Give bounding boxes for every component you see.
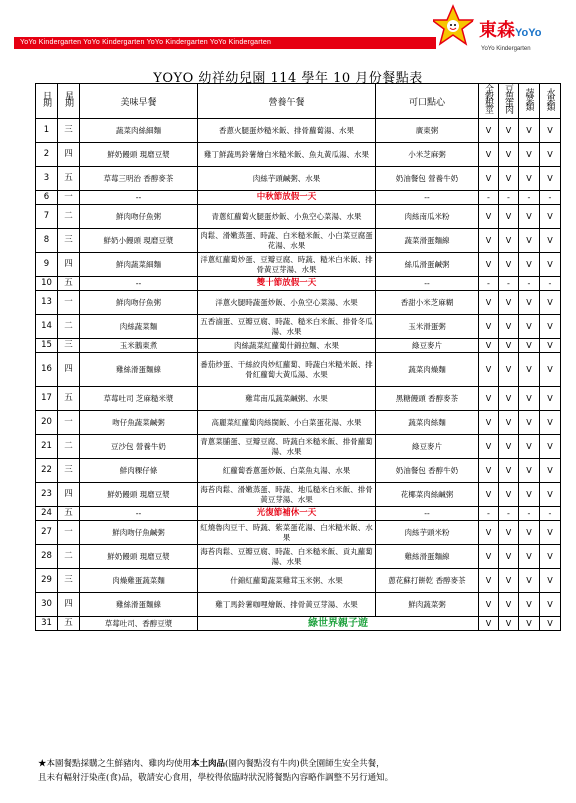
table-row (36, 143, 561, 167)
date-cell: 9 (36, 253, 58, 277)
date-cell: 7 (36, 205, 58, 229)
snack-cell: 花椰菜肉絲鹹粥 (376, 483, 479, 507)
food-group-check: V (540, 387, 561, 411)
weekday-cell: 四 (58, 483, 80, 507)
food-group-check: V (499, 353, 519, 387)
snack-cell: 肉絲芋頭米粉 (376, 521, 479, 545)
snack-cell: 黑糖饅頭 香醇麥茶 (376, 387, 479, 411)
breakfast-cell: 蔬菜肉絲細麵 (80, 119, 198, 143)
lunch-cell: 雞丁鮮蔬馬鈴薯燴白米糙米飯、魚丸黃瓜湯、水果 (198, 143, 376, 167)
food-group-check: V (499, 435, 519, 459)
food-group-check: V (540, 339, 561, 353)
food-group-check: V (499, 593, 519, 617)
food-group-check: V (499, 521, 519, 545)
weekday-cell: 五 (58, 387, 80, 411)
svg-text:YoYo: YoYo (515, 27, 542, 39)
lunch-cell: 肉鬆、滑嫩蒸蛋、時蔬、白米糙米飯、小白菜豆腐蛋花湯、水果 (198, 229, 376, 253)
weekday-cell: 一 (58, 191, 80, 205)
food-group-check: - (479, 277, 499, 291)
food-group-check: V (479, 483, 499, 507)
food-group-check: V (540, 353, 561, 387)
trip-cell: 綠世界親子遊 (198, 617, 479, 631)
lunch-cell: 光復節補休一天 (198, 507, 376, 521)
food-group-check: V (499, 411, 519, 435)
food-group-check: V (540, 229, 561, 253)
lunch-cell: 青蔥紅蘿蔔火腿蛋炒飯、小魚空心菜湯、水果 (198, 205, 376, 229)
table-row (36, 593, 561, 617)
date-cell: 22 (36, 459, 58, 483)
weekday-cell: 四 (58, 593, 80, 617)
footer-line-1: ★本園餐點採購之生鮮豬肉、雞肉均使用本土肉品(園內餐點沒有牛肉)供全園師生安全共餐， (38, 759, 385, 769)
lunch-cell: 什錦紅蘿蔔蔬菜雞茸玉米粥、水果 (198, 569, 376, 593)
date-cell: 6 (36, 191, 58, 205)
date-cell: 21 (36, 435, 58, 459)
food-group-check: V (519, 339, 540, 353)
weekday-cell: 三 (58, 229, 80, 253)
date-cell: 14 (36, 315, 58, 339)
breakfast-cell: 雞絲滑蛋麵線 (80, 353, 198, 387)
food-group-check: V (499, 483, 519, 507)
breakfast-cell: 鮮奶饅頭 現磨豆漿 (80, 143, 198, 167)
lunch-cell: 雙十節放假一天 (198, 277, 376, 291)
table-row (36, 205, 561, 229)
food-group-check: V (540, 569, 561, 593)
date-cell: 8 (36, 229, 58, 253)
food-group-check: V (540, 253, 561, 277)
food-group-check: V (540, 315, 561, 339)
table-row (36, 507, 561, 521)
food-group-check: V (519, 483, 540, 507)
food-group-check: V (540, 617, 561, 631)
lunch-cell: 紅燒魯肉豆干、時蔬、紫菜蛋花湯、白米糙米飯、水果 (198, 521, 376, 545)
snack-cell: 鮮肉蔬菜粥 (376, 593, 479, 617)
food-group-check: V (519, 167, 540, 191)
breakfast-cell: 玉米鵝東煮 (80, 339, 198, 353)
food-group-check: V (479, 291, 499, 315)
header-vegetables: 蔬菜類 (519, 84, 540, 119)
breakfast-cell: 鮮肉吻仔魚鹹粥 (80, 521, 198, 545)
weekday-cell: 三 (58, 459, 80, 483)
weekday-cell: 五 (58, 507, 80, 521)
food-group-check: V (540, 143, 561, 167)
date-cell: 20 (36, 411, 58, 435)
weekday-cell: 三 (58, 119, 80, 143)
lunch-cell: 紅蘿蔔香蔥蛋炒飯、白菜魚丸湯、水果 (198, 459, 376, 483)
lunch-cell: 五香滷蛋、豆瓣豆腐、時蔬、糙米白米飯、排骨冬瓜湯、水果 (198, 315, 376, 339)
snack-cell: 蔬菜肉燥麵 (376, 353, 479, 387)
food-group-check: V (519, 617, 540, 631)
table-header-row (36, 84, 561, 119)
table-row (36, 387, 561, 411)
snack-cell: 奶油餐包 營養牛奶 (376, 167, 479, 191)
snack-cell: 小米芝麻粥 (376, 143, 479, 167)
date-cell: 29 (36, 569, 58, 593)
weekday-cell: 五 (58, 167, 80, 191)
food-group-check: - (519, 507, 540, 521)
snack-cell: 蔥花蘇打餅乾 香醇麥茶 (376, 569, 479, 593)
weekday-cell: 四 (58, 353, 80, 387)
kindergarten-logo (433, 4, 551, 64)
date-cell: 31 (36, 617, 58, 631)
food-group-check: V (540, 119, 561, 143)
food-group-check: V (499, 315, 519, 339)
food-group-check: - (540, 191, 561, 205)
food-group-check: - (499, 191, 519, 205)
header-grains: 全穀根莖 (479, 84, 499, 119)
food-group-check: V (479, 569, 499, 593)
table-row (36, 353, 561, 387)
footer-line-2: 且未有輻射汙染產(食)品，敬請安心食用，學校得依臨時狀況將餐點內容略作調整不另行通知。 (38, 773, 394, 783)
breakfast-cell: 鮮奶小饅頭 現磨豆漿 (80, 229, 198, 253)
food-group-check: V (499, 339, 519, 353)
food-group-check: - (519, 277, 540, 291)
weekday-cell: 五 (58, 617, 80, 631)
table-row (36, 459, 561, 483)
date-cell: 23 (36, 483, 58, 507)
weekday-cell: 五 (58, 277, 80, 291)
snack-cell: 雞絲滑蛋麵線 (376, 545, 479, 569)
food-group-check: - (540, 507, 561, 521)
food-group-check: V (499, 459, 519, 483)
table-row (36, 253, 561, 277)
food-group-check: V (499, 569, 519, 593)
food-group-check: V (479, 387, 499, 411)
food-group-check: V (479, 315, 499, 339)
breakfast-cell: -- (80, 277, 198, 291)
weekday-cell: 四 (58, 143, 80, 167)
header-breakfast: 美味早餐 (80, 84, 198, 119)
food-group-check: V (540, 167, 561, 191)
food-group-check: V (540, 291, 561, 315)
food-group-check: V (499, 167, 519, 191)
food-group-check: V (519, 353, 540, 387)
weekday-cell: 二 (58, 205, 80, 229)
food-group-check: V (479, 253, 499, 277)
svg-text:東森: 東森 (479, 20, 515, 40)
date-cell: 13 (36, 291, 58, 315)
lunch-cell: 中秋節放假一天 (198, 191, 376, 205)
food-group-check: V (519, 119, 540, 143)
date-cell: 16 (36, 353, 58, 387)
snack-cell: 蔬菜肉絲麵 (376, 411, 479, 435)
weekday-cell: 二 (58, 315, 80, 339)
table-row (36, 521, 561, 545)
breakfast-cell: 草莓吐司 芝麻糙米漿 (80, 387, 198, 411)
food-group-check: - (499, 507, 519, 521)
food-group-check: V (479, 119, 499, 143)
table-row (36, 569, 561, 593)
food-group-check: - (540, 277, 561, 291)
lunch-cell: 洋蔥火腿時蔬蛋炒飯、小魚空心菜湯、水果 (198, 291, 376, 315)
food-group-check: V (479, 593, 499, 617)
breakfast-cell: 吻仔魚蔬菜鹹粥 (80, 411, 198, 435)
food-group-check: V (499, 253, 519, 277)
weekday-cell: 四 (58, 253, 80, 277)
lunch-cell: 青蔥菜脯蛋、豆瓣豆腐、時蔬白米糙米飯、排骨蘿蔔湯、水果 (198, 435, 376, 459)
food-group-check: V (479, 459, 499, 483)
snack-cell: 奶油餐包 香醇牛奶 (376, 459, 479, 483)
weekday-cell: 二 (58, 545, 80, 569)
food-group-check: V (499, 205, 519, 229)
breakfast-cell: 豆沙包 營養牛奶 (80, 435, 198, 459)
table-row (36, 191, 561, 205)
lunch-cell: 番茄炒蛋、干絲絞肉炒紅蘿蔔、時蔬白米糙米飯、排骨紅蘿蔔大黃瓜湯、水果 (198, 353, 376, 387)
food-group-check: V (540, 521, 561, 545)
breakfast-cell: 草莓吐司、香醇豆漿 (80, 617, 198, 631)
page-title: YOYO 幼祥幼兒園 114 學年 10 月份餐點表 (153, 71, 423, 86)
food-group-check: V (519, 521, 540, 545)
food-group-check: V (499, 387, 519, 411)
food-group-check: V (499, 291, 519, 315)
meal-table (35, 83, 561, 631)
weekday-cell: 三 (58, 569, 80, 593)
snack-cell: -- (376, 277, 479, 291)
food-group-check: V (499, 229, 519, 253)
food-group-check: - (479, 191, 499, 205)
food-group-check: - (519, 191, 540, 205)
food-group-check: V (479, 353, 499, 387)
food-group-check: V (540, 459, 561, 483)
snack-cell: 廣東粥 (376, 119, 479, 143)
food-group-check: V (519, 593, 540, 617)
food-group-check: V (479, 339, 499, 353)
snack-cell: 絲瓜滑蛋鹹粥 (376, 253, 479, 277)
lunch-cell: 香蔥火腿蛋炒糙米飯、排骨蘿蔔湯、水果 (198, 119, 376, 143)
date-cell: 30 (36, 593, 58, 617)
lunch-cell: 海苔肉鬆、豆瓣豆腐、時蔬、白米糙米飯、貢丸蘿蔔湯、水果 (198, 545, 376, 569)
weekday-cell: 一 (58, 291, 80, 315)
weekday-cell: 三 (58, 339, 80, 353)
breakfast-cell: 鮮奶饅頭 現磨豆漿 (80, 545, 198, 569)
snack-cell: 香甜小米芝麻糊 (376, 291, 479, 315)
date-cell: 2 (36, 143, 58, 167)
breakfast-cell: 鮮奶饅頭 現磨豆漿 (80, 483, 198, 507)
snack-cell: 肉絲南瓜米粉 (376, 205, 479, 229)
food-group-check: V (479, 411, 499, 435)
food-group-check: - (499, 277, 519, 291)
table-row (36, 291, 561, 315)
table-row (36, 617, 561, 631)
food-group-check: V (519, 205, 540, 229)
date-cell: 1 (36, 119, 58, 143)
food-group-check: V (519, 229, 540, 253)
lunch-cell: 雞丁馬鈴薯咖哩燴飯、排骨黃豆芽湯、水果 (198, 593, 376, 617)
food-group-check: V (519, 291, 540, 315)
food-group-check: V (540, 205, 561, 229)
breakfast-cell: 鮮肉吻仔魚粥 (80, 291, 198, 315)
food-group-check: V (519, 435, 540, 459)
food-group-check: V (499, 119, 519, 143)
food-group-check: V (499, 545, 519, 569)
breakfast-cell: 鮮肉吻仔魚粥 (80, 205, 198, 229)
table-row (36, 229, 561, 253)
snack-cell: -- (376, 191, 479, 205)
food-group-check: V (540, 483, 561, 507)
table-row (36, 411, 561, 435)
food-group-check: V (479, 143, 499, 167)
table-row (36, 315, 561, 339)
date-cell: 24 (36, 507, 58, 521)
lunch-cell: 洋蔥紅蘿蔔炒蛋、豆瓣豆腐、時蔬、糙米白米飯、排骨黃豆芽湯、水果 (198, 253, 376, 277)
table-row (36, 277, 561, 291)
breakfast-cell: 草莓三明治 香醇麥茶 (80, 167, 198, 191)
footer-note (38, 757, 563, 785)
breakfast-cell: 鮮肉粿仔條 (80, 459, 198, 483)
food-group-check: - (479, 507, 499, 521)
lunch-cell: 肉絲蔬菜紅蘿蔔什錦拉麵、水果 (198, 339, 376, 353)
header-date: 日期 (36, 84, 58, 119)
snack-cell: 玉米滑蛋粥 (376, 315, 479, 339)
date-cell: 28 (36, 545, 58, 569)
food-group-check: V (540, 545, 561, 569)
food-group-check: V (479, 229, 499, 253)
lunch-cell: 高麗菜紅蘿蔔肉絲閩飯、小白菜蛋花湯、水果 (198, 411, 376, 435)
snack-cell: -- (376, 507, 479, 521)
food-group-check: V (540, 593, 561, 617)
table-row (36, 545, 561, 569)
date-cell: 3 (36, 167, 58, 191)
food-group-check: V (479, 617, 499, 631)
food-group-check: V (519, 411, 540, 435)
date-cell: 17 (36, 387, 58, 411)
breakfast-cell: 雞絲滑蛋麵線 (80, 593, 198, 617)
food-group-check: V (519, 459, 540, 483)
breakfast-cell: -- (80, 507, 198, 521)
food-group-check: V (499, 143, 519, 167)
breakfast-cell: 鮮肉蔬菜細麵 (80, 253, 198, 277)
table-row (36, 339, 561, 353)
food-group-check: V (519, 253, 540, 277)
food-group-check: V (540, 435, 561, 459)
header-lunch: 營養午餐 (198, 84, 376, 119)
table-row (36, 119, 561, 143)
breakfast-cell: -- (80, 191, 198, 205)
weekday-cell: 一 (58, 521, 80, 545)
food-group-check: V (519, 143, 540, 167)
food-group-check: V (519, 315, 540, 339)
header-protein: 豆魚蛋肉 (499, 84, 519, 119)
header-snack: 可口點心 (376, 84, 479, 119)
logo-subtitle: YoYo Kindergarten (481, 46, 531, 52)
date-cell: 15 (36, 339, 58, 353)
food-group-check: V (479, 435, 499, 459)
food-group-check: V (479, 167, 499, 191)
food-group-check: V (519, 545, 540, 569)
header-weekday: 星期 (58, 84, 80, 119)
food-group-check: V (540, 411, 561, 435)
table-row (36, 167, 561, 191)
food-group-check: V (479, 545, 499, 569)
snack-cell: 綠豆麥片 (376, 339, 479, 353)
food-group-check: V (519, 569, 540, 593)
food-group-check: V (519, 387, 540, 411)
date-cell: 10 (36, 277, 58, 291)
kindergarten-banner: YoYo Kindergarten YoYo Kindergarten YoYo Kindergarten YoYo Kindergarten (14, 37, 436, 49)
lunch-cell: 肉絲芋頭鹹粥、水果 (198, 167, 376, 191)
breakfast-cell: 肉燥雞蛋蔬菜麵 (80, 569, 198, 593)
lunch-cell: 雞茸南瓜蔬菜鹹粥、水果 (198, 387, 376, 411)
header-fruit: 水果類 (540, 84, 561, 119)
weekday-cell: 一 (58, 411, 80, 435)
date-cell: 27 (36, 521, 58, 545)
snack-cell: 蔬菜滑蛋麵線 (376, 229, 479, 253)
table-row (36, 435, 561, 459)
weekday-cell: 二 (58, 435, 80, 459)
food-group-check: V (479, 205, 499, 229)
breakfast-cell: 肉絲蔬菜麵 (80, 315, 198, 339)
snack-cell: 綠豆麥片 (376, 435, 479, 459)
table-row (36, 483, 561, 507)
food-group-check: V (479, 521, 499, 545)
lunch-cell: 海苔肉鬆、滑嫩蒸蛋、時蔬、地瓜糙米白米飯、排骨黃豆芽湯、水果 (198, 483, 376, 507)
food-group-check: V (499, 617, 519, 631)
